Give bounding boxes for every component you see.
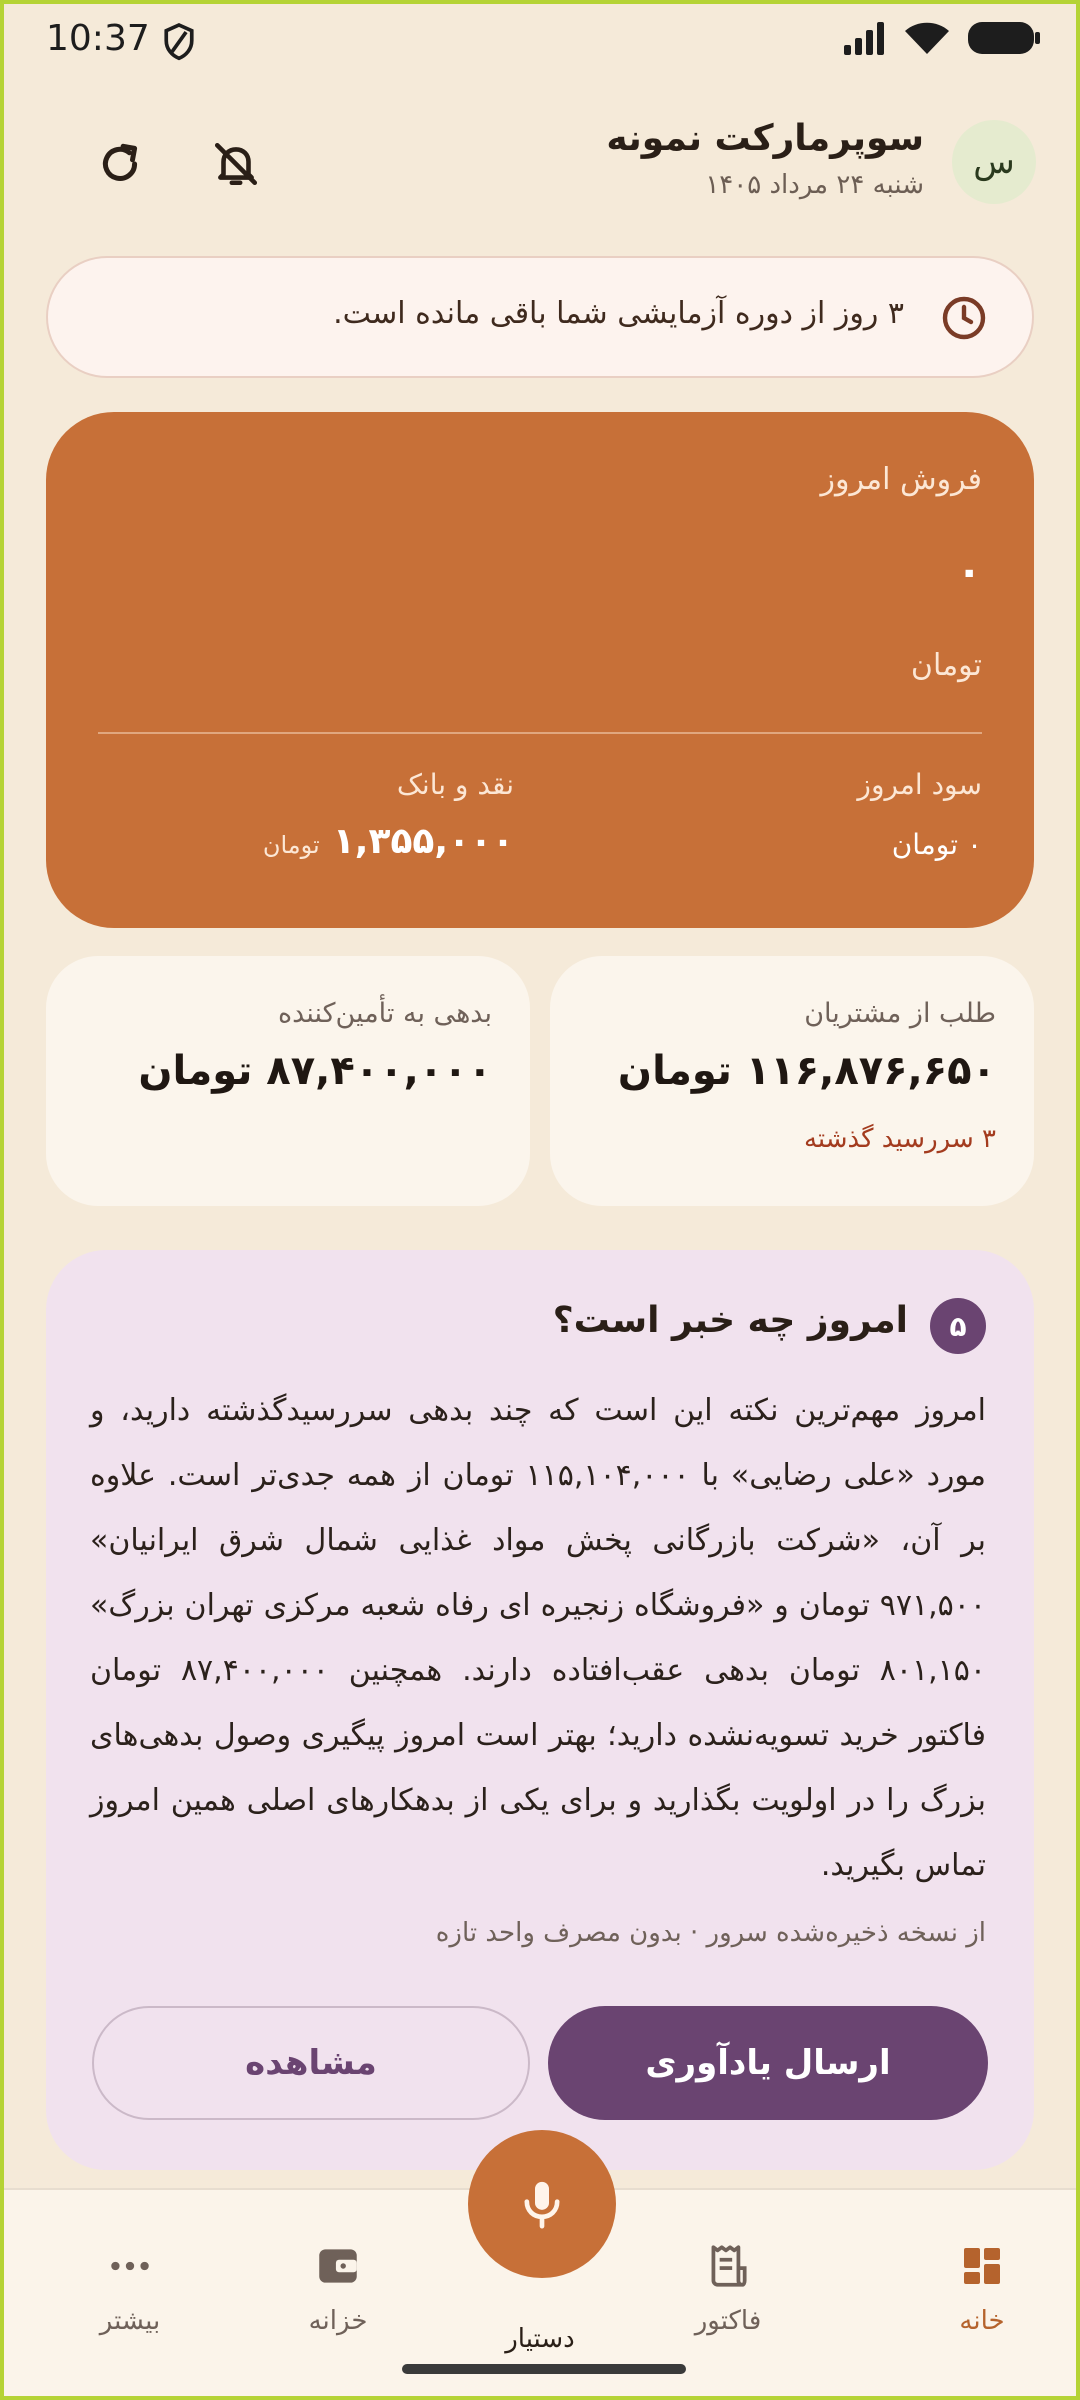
notifications-off-button[interactable] (204, 132, 268, 196)
payables-card[interactable] (46, 956, 530, 1206)
today-profit-value: ۰ تومان (891, 828, 982, 861)
shield-icon (162, 22, 196, 62)
status-bar (4, 4, 1076, 76)
receivables-value: ۱۱۶,۸۷۶,۶۵۰ تومان (617, 1048, 996, 1094)
receivables-label: طلب از مشتریان (804, 998, 996, 1029)
summary-badge: ۵ (930, 1298, 986, 1354)
status-time: 10:37 (46, 18, 150, 59)
trial-message: ۳ روز از دوره آزمایشی شما باقی مانده است. (333, 296, 904, 331)
cash-bank-value: ۱,۳۵۵,۰۰۰ (332, 821, 514, 862)
divider (98, 732, 982, 734)
trial-banner[interactable] (46, 256, 1034, 378)
microphone-icon (514, 2176, 570, 2232)
dashboard-icon (958, 2242, 1006, 2290)
wifi-icon (904, 20, 950, 56)
summary-source-note: از نسخه ذخیره‌شده سرور · بدون مصرف واحد تازه (435, 1918, 986, 1948)
today-sales-value: ۰ (956, 546, 982, 595)
current-date: شنبه ۲۴ مرداد ۱۴۰۵ (705, 170, 924, 200)
nav-more[interactable] (50, 2236, 210, 2336)
more-dots-icon (105, 2241, 155, 2291)
clock-icon (940, 294, 988, 342)
store-avatar[interactable]: س (952, 120, 1036, 204)
cash-bank-amount (114, 821, 514, 862)
refresh-icon (95, 139, 145, 189)
wallet-icon (313, 2241, 363, 2291)
store-name: سوپرمارکت نمونه (606, 118, 924, 159)
view-button[interactable]: مشاهده (92, 2006, 530, 2120)
today-profit-label: سود امروز (857, 768, 982, 801)
cash-and-bank (114, 768, 514, 862)
summary-body: امروز مهم‌ترین نکته این است که چند بدهی سررسیدگذشته دارید، و مورد «علی رضایی» با ۱۱۵,۱۰۴,۰۰۰ تومان از همه جدی‌تر است. علاوه بر آن، «شرکت بازرگانی پخش مواد غذایی شمال شرق ایرانیان» ۹۷۱,۵۰۰ تومان و «فروشگاه زنجیره ای رفاه شعبه مرکزی تهران بزرگ» ۸۰۱,۱۵۰ تومان بدهی عقب‌افتاده دارند. همچنین ۸۷,۴۰۰,۰۰۰ تومان فاکتور خرید تسویه‌نشده دارید؛ بهتر است امروز پیگیری وصول بدهی‌های بزرگ را در اولویت بگذارید و برای یکی از بدهکارهای اصلی همین امروز تماس بگیرید. (90, 1393, 986, 1883)
home-indicator[interactable] (402, 2364, 686, 2374)
cash-bank-label: نقد و بانک (396, 768, 514, 801)
payables-value: ۸۷,۴۰۰,۰۰۰ تومان (138, 1048, 492, 1094)
nav-treasury[interactable] (258, 2236, 418, 2336)
today-sales-label: فروش امروز (820, 462, 982, 497)
nav-assistant-label[interactable]: دستیار (505, 2324, 575, 2354)
receivables-card[interactable] (550, 956, 1034, 1206)
nav-more-label: بیشتر (99, 2306, 161, 2336)
receipt-icon (703, 2241, 753, 2291)
payables-label: بدهی به تأمین‌کننده (278, 998, 492, 1029)
bottom-nav (4, 2188, 1076, 2396)
summary-title: امروز چه خبر است؟ (552, 1300, 908, 1341)
nav-treasury-label: خزانه (308, 2306, 368, 2336)
nav-home-label: خانه (959, 2306, 1005, 2336)
battery-icon (968, 20, 1040, 56)
signal-icon (842, 21, 886, 55)
nav-home[interactable] (902, 2236, 1062, 2336)
send-reminder-button[interactable]: ارسال یادآوری (548, 2006, 988, 2120)
overdue-count: ۳ سررسید گذشته (803, 1124, 996, 1154)
nav-invoice-label: فاکتور (694, 2306, 762, 2336)
cash-bank-unit: تومان (262, 831, 320, 859)
today-sales-card[interactable] (46, 412, 1034, 928)
daily-summary-card (46, 1250, 1034, 2170)
today-sales-unit: تومان (910, 648, 982, 683)
status-indicators (842, 20, 1040, 56)
refresh-button[interactable] (88, 132, 152, 196)
assistant-mic-button[interactable] (468, 2130, 616, 2278)
app-header (44, 112, 1036, 212)
nav-invoice[interactable] (648, 2236, 808, 2336)
bell-off-icon (211, 139, 261, 189)
